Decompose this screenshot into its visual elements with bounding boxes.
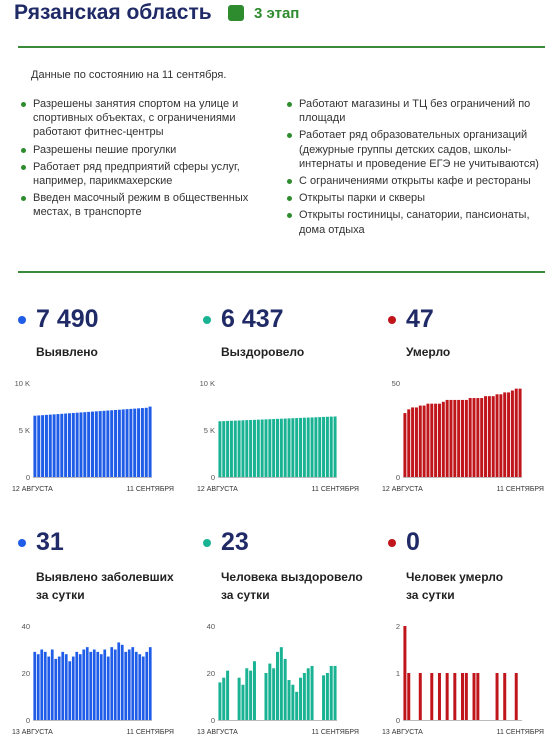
blue-dot-icon <box>18 539 26 547</box>
bar <box>411 407 414 477</box>
x-tick-label-start: 12 АВГУСТА <box>382 486 423 493</box>
bar <box>442 402 445 477</box>
top-divider <box>18 46 545 48</box>
bar <box>149 647 152 720</box>
bar <box>288 418 291 477</box>
bar <box>89 652 92 720</box>
bar <box>503 673 506 720</box>
bar <box>129 409 132 477</box>
y-tick-label: 40 <box>206 622 215 631</box>
bar <box>288 680 291 720</box>
bar <box>226 421 229 477</box>
list-item: Открыты гостиницы, санатории, пансионаты, дома отдыха <box>287 208 539 236</box>
list-item: Введен масочный режим в общественных местах, в транспорте <box>21 191 257 219</box>
bar <box>307 418 310 477</box>
bar <box>407 409 410 477</box>
bar <box>238 420 241 477</box>
red-dot-icon <box>388 316 396 324</box>
bar <box>434 404 437 477</box>
x-tick-label-end: 11 СЕНТЯБРЯ <box>311 486 359 493</box>
x-tick-label-start: 12 АВГУСТА <box>197 486 238 493</box>
stat-label-line2: за сутки <box>221 588 270 602</box>
stat-label-line2: за сутки <box>406 588 455 602</box>
x-tick-label-end: 11 СЕНТЯБРЯ <box>126 486 174 493</box>
chart-daily-recovered <box>185 617 370 743</box>
bar <box>253 661 256 720</box>
bar <box>40 650 43 721</box>
bar <box>326 673 329 720</box>
bar <box>238 678 241 720</box>
bar <box>423 406 426 477</box>
bar <box>318 417 321 477</box>
chart-daily-detected <box>0 617 185 743</box>
bar <box>51 650 54 721</box>
bar <box>124 652 127 720</box>
bar <box>438 404 441 477</box>
bullet-icon <box>287 196 292 201</box>
bar <box>79 654 82 720</box>
bar <box>307 668 310 720</box>
bar <box>218 682 221 720</box>
restrictions-right-list <box>287 97 539 240</box>
bar <box>268 419 271 477</box>
bar <box>72 657 75 720</box>
bar <box>330 417 333 477</box>
y-tick-label: 40 <box>21 622 30 631</box>
bar <box>295 692 298 720</box>
bar <box>276 652 279 720</box>
bar <box>272 419 275 477</box>
bar <box>403 626 406 720</box>
bar <box>446 673 449 720</box>
chart-recovered <box>185 374 370 500</box>
bar <box>49 415 52 477</box>
x-tick-label-start: 13 АВГУСТА <box>12 729 53 736</box>
x-tick-label-start: 12 АВГУСТА <box>12 486 53 493</box>
bar <box>469 398 472 477</box>
bar <box>507 392 510 477</box>
y-tick-label: 0 <box>395 716 400 725</box>
list-item: Работает ряд предприятий сферы услуг, например, парикмахерские <box>21 160 257 188</box>
bar <box>484 396 487 477</box>
bar <box>438 673 441 720</box>
bar <box>334 666 337 720</box>
bar <box>272 668 275 720</box>
bullet-icon <box>287 102 292 107</box>
bar <box>311 666 314 720</box>
y-tick-label: 20 <box>206 669 215 678</box>
bar <box>47 657 50 720</box>
bar <box>131 647 134 720</box>
bar <box>476 673 479 720</box>
bar <box>276 419 279 477</box>
bar <box>403 413 406 477</box>
y-tick-label: 5 K <box>18 426 30 435</box>
region-title: Рязанская область <box>14 1 212 24</box>
bullet-icon <box>21 102 26 107</box>
stat-label: Человека выздоровело <box>221 570 363 584</box>
bar <box>299 678 302 720</box>
bar <box>45 415 48 477</box>
bar <box>142 657 145 720</box>
bar <box>407 673 410 720</box>
bar <box>476 398 479 477</box>
bar <box>122 409 125 477</box>
chart-daily-died <box>370 617 554 743</box>
x-tick-label-end: 11 СЕНТЯБРЯ <box>311 729 359 736</box>
bar <box>473 398 476 477</box>
bar <box>264 673 267 720</box>
bar <box>291 685 294 720</box>
bar <box>54 659 57 720</box>
bar <box>83 412 86 477</box>
bar <box>299 418 302 477</box>
bar <box>453 400 456 477</box>
bar <box>53 414 56 477</box>
bar <box>82 650 85 721</box>
bar <box>503 392 506 477</box>
bar <box>56 414 59 477</box>
bar <box>303 673 306 720</box>
stat-label: Выявлено <box>36 345 98 359</box>
bar <box>511 391 514 477</box>
stat-label-line2: за сутки <box>36 588 85 602</box>
stat-value: 7 490 <box>36 305 99 333</box>
stage-label: 3 этап <box>254 4 300 22</box>
bullet-icon <box>21 148 26 153</box>
bar <box>488 396 491 477</box>
restrictions-left-list <box>21 97 257 223</box>
green-dot-icon <box>203 539 211 547</box>
bullet-icon <box>287 133 292 138</box>
bar <box>121 645 124 720</box>
bar <box>461 673 464 720</box>
bar <box>100 654 103 720</box>
bar <box>430 673 433 720</box>
bar <box>75 652 78 720</box>
bar <box>41 415 44 477</box>
x-tick-label-start: 13 АВГУСТА <box>382 729 423 736</box>
bar <box>326 417 329 477</box>
stat-value: 0 <box>406 528 420 556</box>
bar <box>68 413 71 477</box>
bar <box>118 410 121 477</box>
bar <box>218 421 221 477</box>
bar <box>137 408 140 477</box>
bar <box>492 396 495 477</box>
bar <box>87 412 90 477</box>
bar <box>106 411 109 477</box>
bar <box>64 414 67 477</box>
bar <box>93 650 96 721</box>
bar <box>44 652 47 720</box>
bar <box>230 421 233 477</box>
bar <box>249 671 252 720</box>
bar <box>61 652 64 720</box>
bar <box>33 652 36 720</box>
bar <box>322 675 325 720</box>
bar <box>245 668 248 720</box>
bar <box>449 400 452 477</box>
bar <box>60 414 63 477</box>
stat-label: Человек умерло <box>406 570 504 584</box>
list-item: Работает ряд образовательных организаций (дежурные группы детских садов, школы-интернаты и проведение ЕГЭ не учитываются) <box>287 128 539 171</box>
stage-square-icon <box>228 5 244 21</box>
bar <box>334 416 337 477</box>
y-tick-label: 0 <box>210 716 215 725</box>
bar <box>234 421 237 477</box>
bar <box>149 407 152 477</box>
bar <box>226 671 229 720</box>
bar <box>138 654 141 720</box>
y-tick-label: 2 <box>395 622 400 631</box>
bar <box>330 666 333 720</box>
y-tick-label: 10 K <box>199 379 215 388</box>
stage-badge <box>228 4 299 22</box>
y-tick-label: 5 K <box>203 426 215 435</box>
bar <box>117 642 120 720</box>
list-item: Работают магазины и ТЦ без ограничений по площади <box>287 97 539 125</box>
bar <box>133 409 136 477</box>
bar <box>103 650 106 721</box>
bar <box>419 406 422 477</box>
bar <box>457 400 460 477</box>
green-dot-icon <box>203 316 211 324</box>
bar <box>72 413 75 477</box>
bar <box>65 654 68 720</box>
bar <box>141 408 144 477</box>
x-tick-label-start: 13 АВГУСТА <box>197 729 238 736</box>
x-tick-label-end: 11 СЕНТЯБРЯ <box>126 729 174 736</box>
bar <box>465 400 468 477</box>
x-tick-label-end: 11 СЕНТЯБРЯ <box>496 729 544 736</box>
bar <box>37 654 40 720</box>
bar <box>303 418 306 477</box>
bar <box>465 673 468 720</box>
bar <box>280 647 283 720</box>
stat-value: 6 437 <box>221 305 284 333</box>
bar <box>135 652 138 720</box>
bullet-icon <box>287 213 292 218</box>
list-item: Разрешены пешие прогулки <box>21 143 257 157</box>
bar <box>499 394 502 477</box>
y-tick-label: 0 <box>395 473 400 482</box>
bar <box>291 418 294 477</box>
bar <box>145 408 148 477</box>
bar <box>295 418 298 477</box>
list-item: Открыты парки и скверы <box>287 191 539 205</box>
bar <box>96 652 99 720</box>
red-dot-icon <box>388 539 396 547</box>
bar <box>241 685 244 720</box>
bar <box>473 673 476 720</box>
y-tick-label: 0 <box>210 473 215 482</box>
bar <box>110 410 113 477</box>
list-item: Разрешены занятия спортом на улице и спортивных объектах, с ограничениями работают фитнес-центры <box>21 97 257 140</box>
bar <box>419 673 422 720</box>
bar <box>126 409 129 477</box>
bar <box>95 411 98 477</box>
bar <box>114 650 117 721</box>
bar <box>241 420 244 477</box>
bar <box>314 417 317 477</box>
bar <box>103 411 106 477</box>
bar <box>426 404 429 477</box>
bullet-icon <box>287 179 292 184</box>
bar <box>430 404 433 477</box>
bar <box>268 664 271 720</box>
bar <box>257 420 260 477</box>
bar <box>128 650 131 721</box>
bar <box>515 673 518 720</box>
bar <box>280 419 283 477</box>
stat-label: Умерло <box>406 345 451 359</box>
x-tick-label-end: 11 СЕНТЯБРЯ <box>496 486 544 493</box>
y-tick-label: 0 <box>25 473 30 482</box>
bar <box>249 420 252 477</box>
y-tick-label: 50 <box>391 379 400 388</box>
as-of-date: Данные по состоянию на 11 сентября. <box>31 69 227 81</box>
bar <box>446 400 449 477</box>
bar <box>264 419 267 477</box>
blue-dot-icon <box>18 316 26 324</box>
stat-value: 23 <box>221 528 249 556</box>
y-tick-label: 20 <box>21 669 30 678</box>
list-item: С ограничениями открыты кафе и рестораны <box>287 174 539 188</box>
middle-divider <box>18 271 545 273</box>
bar <box>107 657 110 720</box>
bar <box>245 420 248 477</box>
bar <box>415 407 418 477</box>
bar <box>76 413 79 477</box>
stat-label: Выздоровело <box>221 345 305 359</box>
stat-value: 47 <box>406 305 434 333</box>
bar <box>311 417 314 477</box>
bar <box>110 647 113 720</box>
bar <box>284 659 287 720</box>
y-tick-label: 10 K <box>14 379 30 388</box>
bar <box>91 412 94 477</box>
bullet-icon <box>21 196 26 201</box>
bullet-icon <box>21 165 26 170</box>
bar <box>496 394 499 477</box>
bar <box>99 411 102 477</box>
bar <box>222 678 225 720</box>
chart-detected <box>0 374 185 500</box>
bar <box>322 417 325 477</box>
bar <box>261 420 264 478</box>
bar <box>33 416 36 477</box>
bar <box>453 673 456 720</box>
bar <box>519 389 522 477</box>
bar <box>480 398 483 477</box>
bar <box>114 410 117 477</box>
bar <box>515 389 518 477</box>
bar <box>284 419 287 477</box>
stat-value: 31 <box>36 528 64 556</box>
bar <box>79 412 82 477</box>
bar <box>58 657 61 720</box>
bar <box>496 673 499 720</box>
bar <box>68 661 71 720</box>
chart-died <box>370 374 554 500</box>
bar <box>222 421 225 477</box>
y-tick-label: 1 <box>395 669 400 678</box>
bar <box>461 400 464 477</box>
bar <box>37 415 40 477</box>
y-tick-label: 0 <box>25 716 30 725</box>
bar <box>86 647 89 720</box>
stat-label: Выявлено заболевших <box>36 570 174 584</box>
bar <box>145 652 148 720</box>
bar <box>253 420 256 477</box>
